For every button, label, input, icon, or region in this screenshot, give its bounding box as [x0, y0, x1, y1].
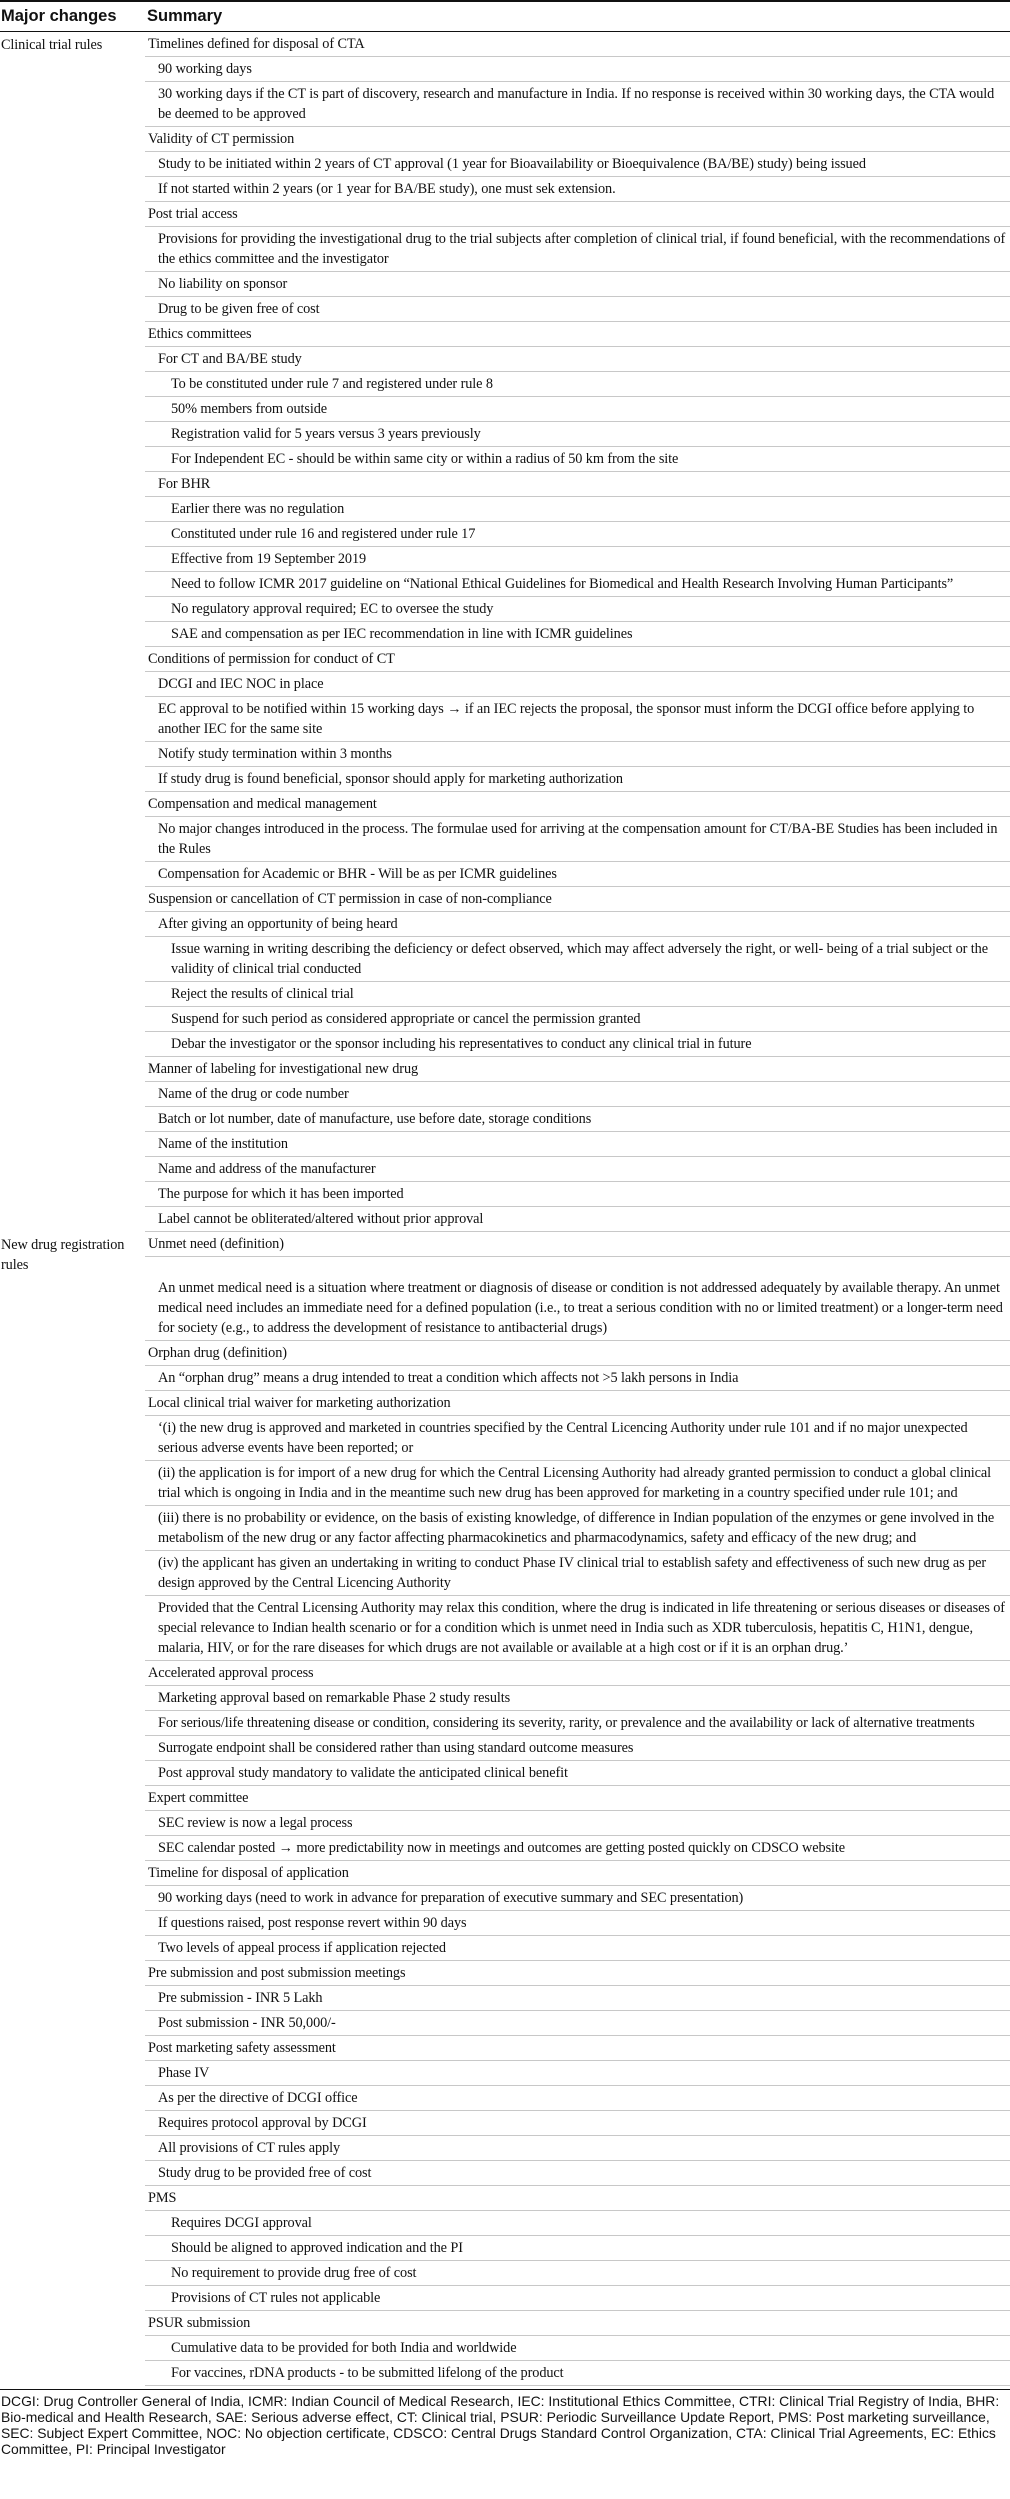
- summary-item: Requires protocol approval by DCGI: [145, 2111, 1010, 2136]
- summary-item: 90 working days (need to work in advance for preparation of executive summary and SEC presentation): [145, 1886, 1010, 1911]
- summary-item: For BHR: [145, 472, 1010, 497]
- summary-item: Issue warning in writing describing the deficiency or defect observed, which may affect adversely the right, or well- being of a trial subject or the validity of clinical trial conducted: [145, 937, 1010, 982]
- summary-item: Suspend for such period as considered appropriate or cancel the permission granted: [145, 1007, 1010, 1032]
- summary-item: Debar the investigator or the sponsor including his representatives to conduct any clinical trial in future: [145, 1032, 1010, 1057]
- summary-item: Registration valid for 5 years versus 3 years previously: [145, 422, 1010, 447]
- summary-heading: Local clinical trial waiver for marketing authorization: [145, 1391, 1010, 1416]
- summary-item: Study to be initiated within 2 years of CT approval (1 year for Bioavailability or Bioequivalence (BA/BE) study) being issued: [145, 152, 1010, 177]
- summary-heading: Pre submission and post submission meetings: [145, 1961, 1010, 1986]
- summary-heading: Conditions of permission for conduct of CT: [145, 647, 1010, 672]
- summary-item: Need to follow ICMR 2017 guideline on “National Ethical Guidelines for Biomedical and Health Research Involving Human Participants”: [145, 572, 1010, 597]
- summary-item: If study drug is found beneficial, sponsor should apply for marketing authorization: [145, 767, 1010, 792]
- summary-item: For serious/life threatening disease or condition, considering its severity, rarity, or prevalence and the availability or lack of alternative treatments: [145, 1711, 1010, 1736]
- summary-heading: Expert committee: [145, 1786, 1010, 1811]
- summary-item: Phase IV: [145, 2061, 1010, 2086]
- summary-item: Name and address of the manufacturer: [145, 1157, 1010, 1182]
- summary-item: ‘(i) the new drug is approved and marketed in countries specified by the Central Licencing Authority under rule 101 and if no major unexpected serious adverse events have been reported; or: [145, 1416, 1010, 1461]
- summary-item: The purpose for which it has been imported: [145, 1182, 1010, 1207]
- header-major-changes: Major changes: [1, 7, 117, 25]
- summary-item: Constituted under rule 16 and registered under rule 17: [145, 522, 1010, 547]
- summary-item: Pre submission - INR 5 Lakh: [145, 1986, 1010, 2011]
- summary-heading: Ethics committees: [145, 322, 1010, 347]
- summary-item: DCGI and IEC NOC in place: [145, 672, 1010, 697]
- summary-item: Label cannot be obliterated/altered without prior approval: [145, 1207, 1010, 1232]
- summary-item: Surrogate endpoint shall be considered rather than using standard outcome measures: [145, 1736, 1010, 1761]
- summary-heading: Manner of labeling for investigational new drug: [145, 1057, 1010, 1082]
- summary-item: No major changes introduced in the process. The formulae used for arriving at the compensation amount for CT/BA-BE Studies has been included in the Rules: [145, 817, 1010, 862]
- summary-item: Requires DCGI approval: [145, 2211, 1010, 2236]
- summary-item: To be constituted under rule 7 and registered under rule 8: [145, 372, 1010, 397]
- summary-heading: PSUR submission: [145, 2311, 1010, 2336]
- summary-cell: [145, 32, 1010, 1232]
- summary-heading: Compensation and medical management: [145, 792, 1010, 817]
- summary-item: For vaccines, rDNA products - to be submitted lifelong of the product: [145, 2361, 1010, 2386]
- summary-item: An “orphan drug” means a drug intended to treat a condition which affects not >5 lakh persons in India: [145, 1366, 1010, 1391]
- summary-item: Notify study termination within 3 months: [145, 742, 1010, 767]
- summary-item: Provided that the Central Licensing Authority may relax this condition, where the drug is indicated in life threatening or serious diseases or diseases of special relevance to Indian health scenario or for a condition which is unmet need in India such as XDR tuberculosis, hepatitis C, H1N1, dengue, malaria, HIV, or for the rare diseases for which drugs are not available or available at a high cost or if it is an orphan drug.’: [145, 1596, 1010, 1661]
- summary-item: Earlier there was no regulation: [145, 497, 1010, 522]
- summary-item: 30 working days if the CT is part of discovery, research and manufacture in India. If no response is received within 30 working days, the CTA would be deemed to be approved: [145, 82, 1010, 127]
- summary-item: Post approval study mandatory to validate the anticipated clinical benefit: [145, 1761, 1010, 1786]
- summary-item: Provisions for providing the investigational drug to the trial subjects after completion of clinical trial, if found beneficial, with the recommendations of the ethics committee and the investigator: [145, 227, 1010, 272]
- summary-heading: Timelines defined for disposal of CTA: [145, 32, 1010, 57]
- summary-item: Batch or lot number, date of manufacture, use before date, storage conditions: [145, 1107, 1010, 1132]
- summary-item: If not started within 2 years (or 1 year for BA/BE study), one must sek extension.: [145, 177, 1010, 202]
- summary-item: Cumulative data to be provided for both India and worldwide: [145, 2336, 1010, 2361]
- major-change-label: New drug registration rules: [1, 1237, 125, 1273]
- summary-item: Drug to be given free of cost: [145, 297, 1010, 322]
- header-summary: Summary: [147, 7, 223, 25]
- summary-item: As per the directive of DCGI office: [145, 2086, 1010, 2111]
- summary-item: Should be aligned to approved indication and the PI: [145, 2236, 1010, 2261]
- summary-item: Name of the institution: [145, 1132, 1010, 1157]
- summary-item: After giving an opportunity of being heard: [145, 912, 1010, 937]
- summary-item: If questions raised, post response revert within 90 days: [145, 1911, 1010, 1936]
- summary-heading: Orphan drug (definition): [145, 1341, 1010, 1366]
- summary-item: Name of the drug or code number: [145, 1082, 1010, 1107]
- summary-heading: Post marketing safety assessment: [145, 2036, 1010, 2061]
- summary-heading: Timeline for disposal of application: [145, 1861, 1010, 1886]
- summary-heading: Suspension or cancellation of CT permission in case of non-compliance: [145, 887, 1010, 912]
- table-body: [0, 32, 1010, 2386]
- summary-item: EC approval to be notified within 15 working days → if an IEC rejects the proposal, the sponsor must inform the DCGI office before applying to another IEC for the same site: [145, 697, 1010, 742]
- summary-item: Post submission - INR 50,000/-: [145, 2011, 1010, 2036]
- summary-item: Two levels of appeal process if application rejected: [145, 1936, 1010, 1961]
- summary-item: Marketing approval based on remarkable Phase 2 study results: [145, 1686, 1010, 1711]
- summary-item: Study drug to be provided free of cost: [145, 2161, 1010, 2186]
- summary-item: 50% members from outside: [145, 397, 1010, 422]
- summary-heading: Unmet need (definition): [145, 1232, 1010, 1257]
- summary-heading: Validity of CT permission: [145, 127, 1010, 152]
- summary-item: SAE and compensation as per IEC recommendation in line with ICMR guidelines: [145, 622, 1010, 647]
- summary-item: For Independent EC - should be within same city or within a radius of 50 km from the site: [145, 447, 1010, 472]
- summary-heading: PMS: [145, 2186, 1010, 2211]
- summary-item: No liability on sponsor: [145, 272, 1010, 297]
- summary-item: Effective from 19 September 2019: [145, 547, 1010, 572]
- abbreviations-footnote: DCGI: Drug Controller General of India, ICMR: Indian Council of Medical Research, IEC: Institutional Ethics Committee, CTRI: Clinical Trial Registry of India, BHR: Bio-medical and Health Research, SAE: Serious adverse effect, CT: Clinical trial, PSUR: Periodic Surveillance Update Report, PMS: Post marketing surveillance, SEC: Subject Expert Committee, NOC: No objection certificate, CDSCO: Central Drugs Standard Control Organization, CTA: Clinical Trial Agreements, EC: Ethics Committee, PI: Principal Investigator: [0, 2389, 1010, 2457]
- table-header-row: [0, 0, 1010, 32]
- section-row: [0, 32, 1010, 1232]
- section-row: [0, 1232, 1010, 2386]
- summary-cell: [145, 1232, 1010, 2386]
- summary-item: Compensation for Academic or BHR - Will be as per ICMR guidelines: [145, 862, 1010, 887]
- summary-item: Provisions of CT rules not applicable: [145, 2286, 1010, 2311]
- summary-item: An unmet medical need is a situation where treatment or diagnosis of disease or condition is not addressed adequately by available therapy. An unmet medical need includes an immediate need for a defined population (i.e., to treat a serious condition with no or limited treatment) or a longer-term need for society (e.g., to address the development of resistance to antibacterial drugs): [145, 1257, 1010, 1341]
- summary-item: Reject the results of clinical trial: [145, 982, 1010, 1007]
- summary-item: 90 working days: [145, 57, 1010, 82]
- summary-item: For CT and BA/BE study: [145, 347, 1010, 372]
- summary-heading: Accelerated approval process: [145, 1661, 1010, 1686]
- summary-item: No regulatory approval required; EC to oversee the study: [145, 597, 1010, 622]
- summary-heading: Post trial access: [145, 202, 1010, 227]
- major-change-label: Clinical trial rules: [1, 37, 103, 53]
- summary-item: (iii) there is no probability or evidence, on the basis of existing knowledge, of difference in Indian population of the enzymes or gene involved in the metabolism of the new drug or any factor affecting pharmacokinetics and pharmacodynamics, safety and efficacy of the new drug; and: [145, 1506, 1010, 1551]
- summary-item: All provisions of CT rules apply: [145, 2136, 1010, 2161]
- summary-item: SEC calendar posted → more predictability now in meetings and outcomes are getting posted quickly on CDSCO website: [145, 1836, 1010, 1861]
- summary-item: (ii) the application is for import of a new drug for which the Central Licensing Authority had already granted permission to conduct a global clinical trial which is ongoing in India and in the meantime such new drug has been approved for marketing in a country specified under rule 101; and: [145, 1461, 1010, 1506]
- summary-item: No requirement to provide drug free of cost: [145, 2261, 1010, 2286]
- summary-item: SEC review is now a legal process: [145, 1811, 1010, 1836]
- summary-item: (iv) the applicant has given an undertaking in writing to conduct Phase IV clinical trial to establish safety and effectiveness of such new drug as per design approved by the Central Licencing Authority: [145, 1551, 1010, 1596]
